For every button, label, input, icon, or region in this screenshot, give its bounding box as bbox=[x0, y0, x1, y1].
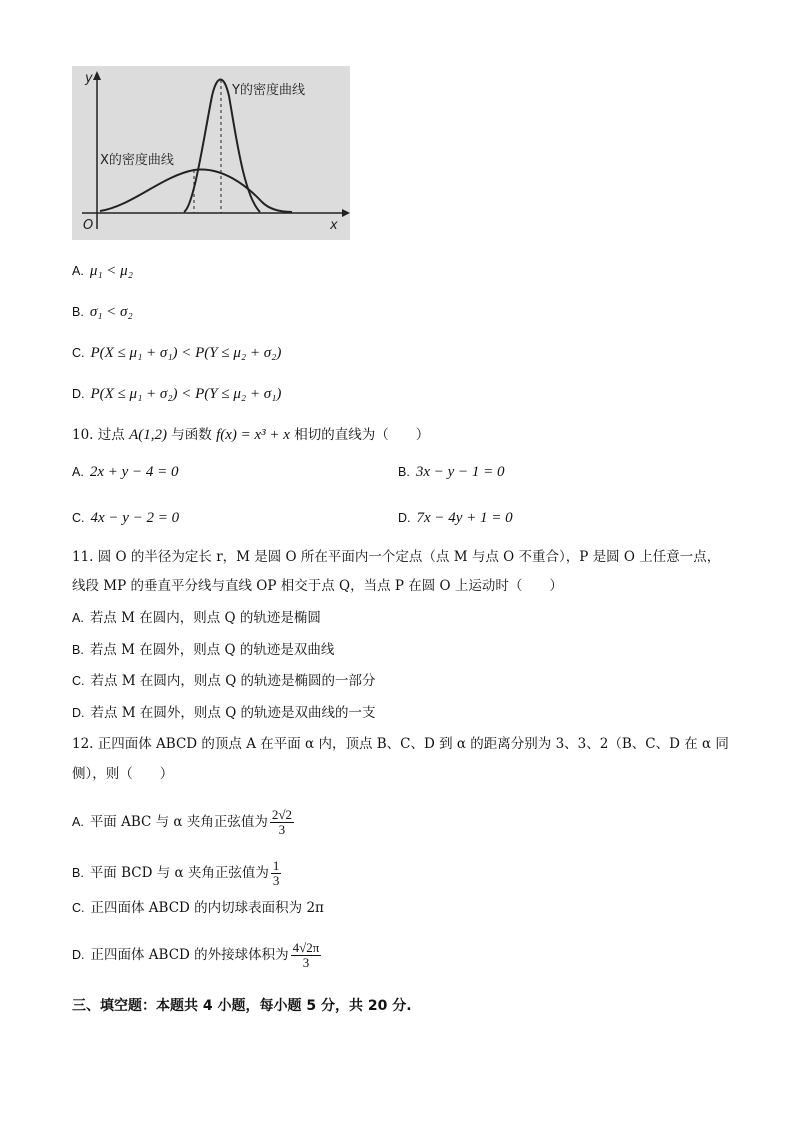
option-text: 平面 BCD 与 α 夹角正弦值为 bbox=[89, 865, 269, 881]
y-curve-label: Y的密度曲线 bbox=[232, 83, 305, 98]
fraction bbox=[291, 941, 322, 970]
q9-option-b[interactable] bbox=[72, 302, 133, 322]
y-axis-arrow bbox=[93, 71, 101, 80]
option-label: A. bbox=[72, 465, 84, 479]
x-axis-label: x bbox=[330, 218, 338, 233]
option-text: μ₁ < μ₂ bbox=[89, 263, 133, 279]
q9-option-d[interactable] bbox=[72, 384, 281, 404]
q9-option-c[interactable] bbox=[72, 343, 281, 363]
density-curves-svg bbox=[72, 66, 350, 240]
q11-stem-line1: 11. 圆 O 的半径为定长 r，M 是圆 O 所在平面内一个定点（点 M 与点 O 不重合），P 是圆 O 上任意一点， bbox=[72, 549, 721, 565]
q12-option-d[interactable] bbox=[72, 938, 321, 972]
q11-stem-line2: 线段 MP 的垂直平分线与直线 OP 相交于点 Q，当点 P 在圆 O 上运动时（ ） bbox=[72, 578, 563, 594]
option-label: C. bbox=[72, 674, 85, 688]
option-label: C. bbox=[72, 901, 85, 915]
q12-option-a[interactable] bbox=[72, 805, 294, 839]
section-heading: 三、填空题：本题共 4 小题，每小题 5 分，共 20 分. bbox=[72, 998, 412, 1014]
q10-stem-mid: 与函数 bbox=[171, 427, 212, 443]
origin-label: O bbox=[83, 218, 94, 233]
q10-option-a[interactable] bbox=[72, 462, 179, 482]
q12-option-b[interactable] bbox=[72, 856, 281, 890]
fraction bbox=[271, 859, 282, 888]
q11-option-c[interactable] bbox=[72, 671, 376, 691]
q12-stem-line1: 12. 正四面体 ABCD 的顶点 A 在平面 α 内，顶点 B、C、D 到 α 的距离分别为 3、3、2（B、C、D 在 α 同 bbox=[72, 736, 729, 752]
q12-option-c[interactable] bbox=[72, 898, 324, 918]
option-label: A. bbox=[72, 264, 84, 278]
fraction-denominator: 3 bbox=[272, 873, 280, 888]
fraction-numerator: 2√2 bbox=[271, 807, 292, 822]
option-text: 若点 M 在圆内，则点 Q 的轨迹是椭圆 bbox=[89, 610, 321, 626]
option-label: B. bbox=[72, 305, 84, 319]
option-text: σ₁ < σ₂ bbox=[89, 304, 133, 320]
option-text: P(X ≤ μ₁ + σ₂) < P(Y ≤ μ₂ + σ₁) bbox=[90, 386, 282, 402]
option-label: A. bbox=[72, 815, 84, 829]
q12-stem-line2: 侧），则（ ） bbox=[72, 766, 174, 782]
q10-function: f(x) = x³ + x bbox=[216, 427, 290, 443]
q11-option-d[interactable] bbox=[72, 703, 376, 723]
option-label: D. bbox=[398, 511, 411, 525]
q10-stem-suffix: 相切的直线为（ ） bbox=[294, 427, 430, 443]
q10-option-b[interactable] bbox=[398, 462, 505, 482]
fraction-denominator: 3 bbox=[278, 822, 286, 837]
option-text: 4x − y − 2 = 0 bbox=[90, 510, 180, 526]
option-label: D. bbox=[72, 706, 85, 720]
q10-option-c[interactable] bbox=[72, 508, 179, 528]
option-text: 若点 M 在圆内，则点 Q 的轨迹是椭圆的一部分 bbox=[90, 673, 376, 689]
option-text: P(X ≤ μ₁ + σ₁) < P(Y ≤ μ₂ + σ₂) bbox=[90, 345, 282, 361]
density-curves-figure bbox=[72, 66, 350, 240]
option-text: 3x − y − 1 = 0 bbox=[415, 464, 505, 480]
x-curve-label: X的密度曲线 bbox=[100, 153, 174, 168]
option-label: C. bbox=[72, 511, 85, 525]
option-text: 若点 M 在圆外，则点 Q 的轨迹是双曲线 bbox=[89, 642, 335, 658]
option-text: 7x − 4y + 1 = 0 bbox=[416, 510, 513, 526]
fraction-numerator: 1 bbox=[272, 858, 280, 873]
option-label: B. bbox=[72, 643, 84, 657]
option-text: 平面 ABC 与 α 夹角正弦值为 bbox=[89, 814, 268, 830]
option-text: 2x + y − 4 = 0 bbox=[89, 464, 179, 480]
q10-option-d[interactable] bbox=[398, 508, 513, 528]
option-label: B. bbox=[72, 866, 84, 880]
option-label: B. bbox=[398, 465, 410, 479]
option-label: D. bbox=[72, 948, 85, 962]
option-text: 正四面体 ABCD 的外接球体积为 bbox=[90, 947, 289, 963]
option-text: 正四面体 ABCD 的内切球表面积为 2π bbox=[90, 900, 324, 916]
option-label: C. bbox=[72, 346, 85, 360]
x-axis-arrow bbox=[342, 209, 350, 217]
y-density-curve bbox=[184, 80, 260, 213]
q10-stem-prefix: 10. 过点 bbox=[72, 427, 125, 443]
q10-stem bbox=[72, 425, 429, 445]
option-label: A. bbox=[72, 611, 84, 625]
q11-option-a[interactable] bbox=[72, 608, 321, 628]
q9-option-a[interactable] bbox=[72, 261, 133, 281]
option-text: 若点 M 在圆外，则点 Q 的轨迹是双曲线的一支 bbox=[90, 705, 376, 721]
q10-point: A(1,2) bbox=[129, 427, 167, 443]
fraction bbox=[270, 808, 294, 837]
fraction-denominator: 3 bbox=[302, 955, 310, 970]
q11-option-b[interactable] bbox=[72, 640, 334, 660]
fraction-numerator: 4√2π bbox=[292, 940, 320, 955]
y-axis-label: y bbox=[85, 71, 93, 86]
option-label: D. bbox=[72, 387, 85, 401]
